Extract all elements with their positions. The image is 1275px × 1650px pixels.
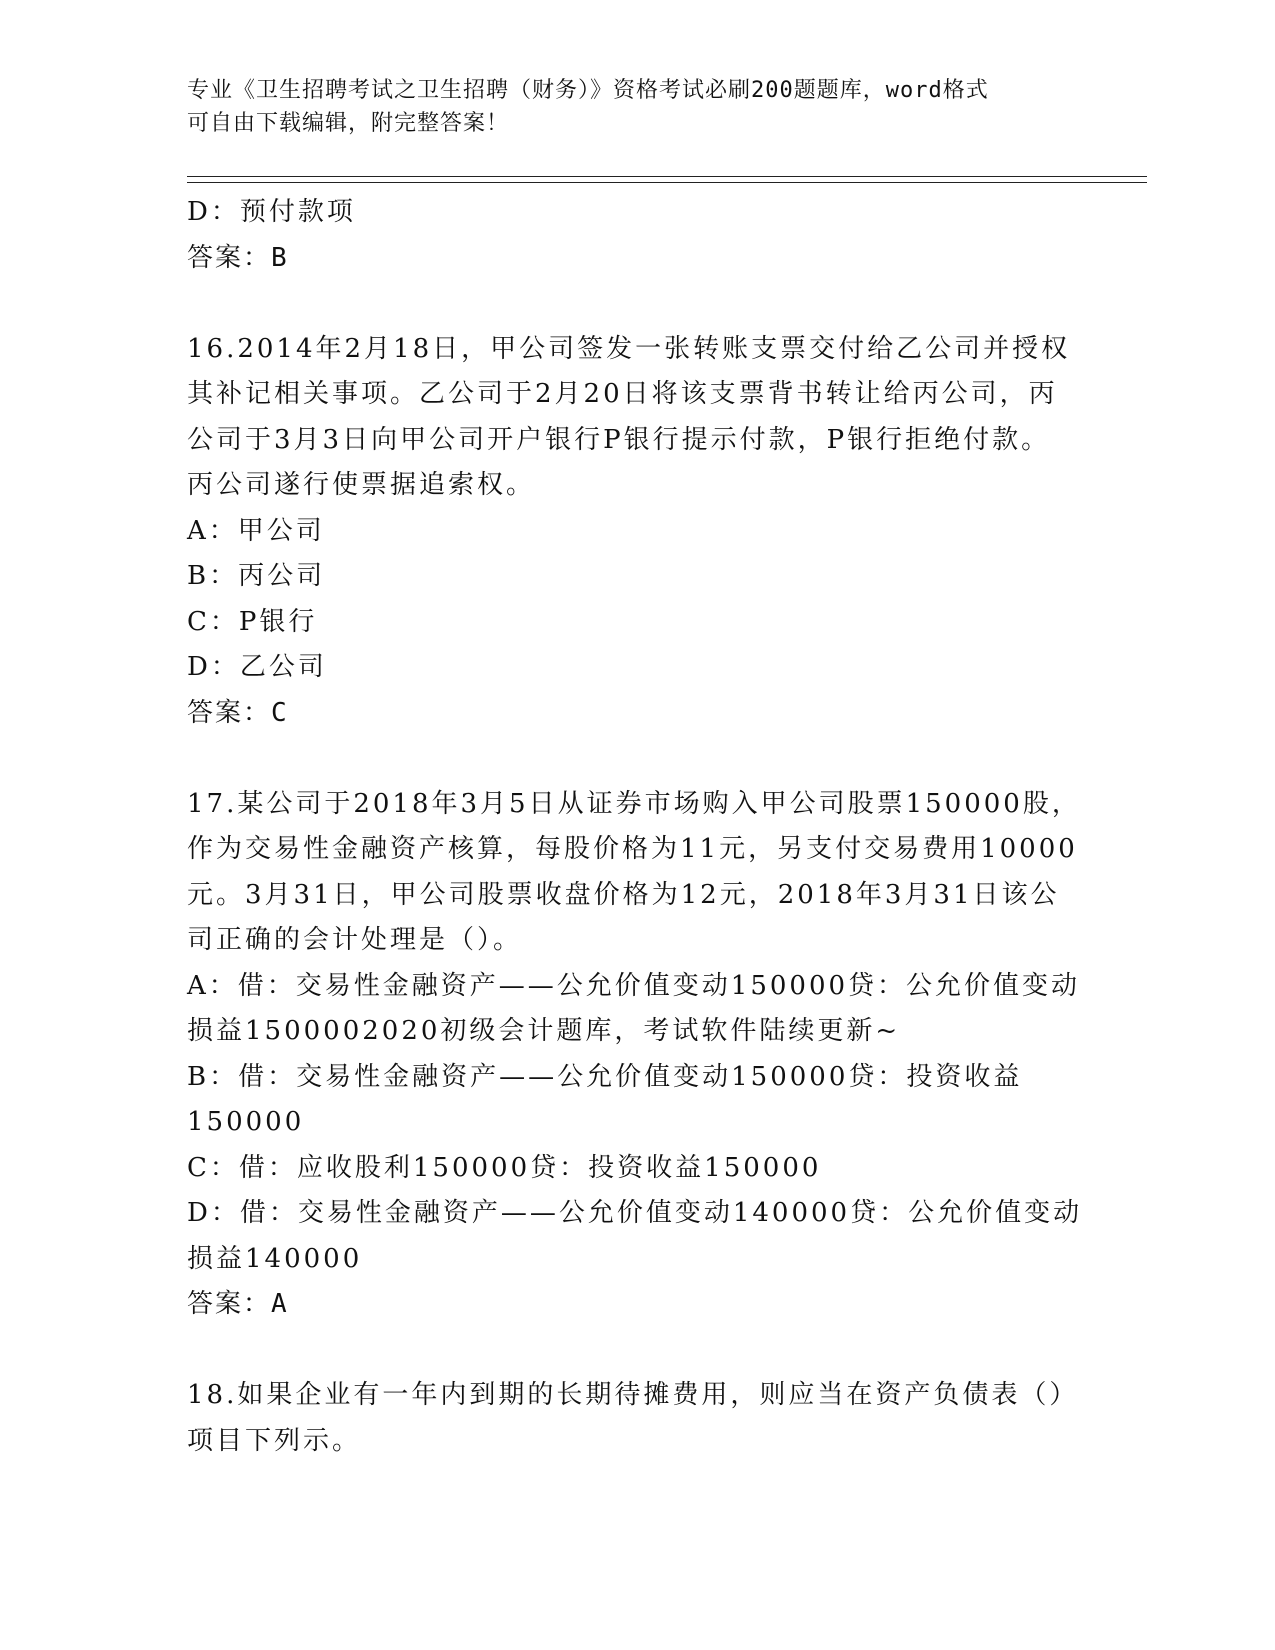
question-18 bbox=[187, 1373, 1087, 1464]
question-stem-line: 其补记相关事项。乙公司于2月20日将该支票背书转让给丙公司，丙 bbox=[187, 379, 1058, 409]
answer-line: 答案：A bbox=[187, 1289, 289, 1319]
option-d-continued: 损益140000 bbox=[187, 1243, 363, 1274]
answer-line: 答案：C bbox=[187, 697, 289, 728]
option-b: B：借：交易性金融资产——公允价值变动150000贷：投资收益 bbox=[187, 1061, 1023, 1092]
question-15-tail bbox=[187, 190, 1087, 281]
spacer bbox=[187, 736, 1087, 782]
page-header bbox=[187, 74, 1067, 140]
option-d: D：预付款项 bbox=[187, 197, 356, 227]
question-17 bbox=[187, 782, 1087, 1328]
header-line-1: 专业《卫生招聘考试之卫生招聘（财务）》资格考试必刷200题题库，word格式 bbox=[187, 78, 989, 103]
option-a-continued: 损益1500002020初级会计题库，考试软件陆续更新~ bbox=[187, 1016, 901, 1046]
question-stem-line: 项目下列示。 bbox=[187, 1425, 362, 1456]
question-stem-line: 18.如果企业有一年内到期的长期待摊费用，则应当在资产负债表（） bbox=[187, 1380, 1079, 1410]
option-d: D：乙公司 bbox=[187, 652, 327, 682]
question-stem-line: 17.某公司于2018年3月5日从证券市场购入甲公司股票150000股， bbox=[187, 788, 1081, 819]
question-stem-line: 16.2014年2月18日，甲公司签发一张转账支票交付给乙公司并授权 bbox=[187, 333, 1071, 364]
question-stem-line: 丙公司遂行使票据追索权。 bbox=[187, 470, 536, 500]
question-stem-line: 元。3月31日，甲公司股票收盘价格为12元，2018年3月31日该公 bbox=[187, 879, 1060, 910]
question-16 bbox=[187, 327, 1087, 737]
answer-line: 答案：B bbox=[187, 242, 289, 273]
header-line-2: 可自由下载编辑，附完整答案！ bbox=[187, 111, 510, 136]
option-a: A：借：交易性金融资产——公允价值变动150000贷：公允价值变动 bbox=[187, 970, 1081, 1001]
question-content bbox=[187, 190, 1087, 1464]
option-a: A：甲公司 bbox=[187, 515, 325, 546]
question-stem-line: 作为交易性金融资产核算，每股价格为11元，另支付交易费用10000 bbox=[187, 834, 1078, 864]
option-b: B：丙公司 bbox=[187, 561, 326, 591]
option-c: C：P银行 bbox=[187, 606, 318, 637]
option-b-continued: 150000 bbox=[187, 1107, 305, 1137]
header-divider bbox=[187, 176, 1147, 183]
option-d: D：借：交易性金融资产——公允价值变动140000贷：公允价值变动 bbox=[187, 1198, 1083, 1228]
question-stem-line: 公司于3月3日向甲公司开户银行P银行提示付款，P银行拒绝付款。 bbox=[187, 424, 1051, 455]
spacer bbox=[187, 281, 1087, 327]
option-c: C：借：应收股利150000贷：投资收益150000 bbox=[187, 1152, 822, 1183]
spacer bbox=[187, 1328, 1087, 1374]
question-stem-line: 司正确的会计处理是（）。 bbox=[187, 925, 523, 955]
